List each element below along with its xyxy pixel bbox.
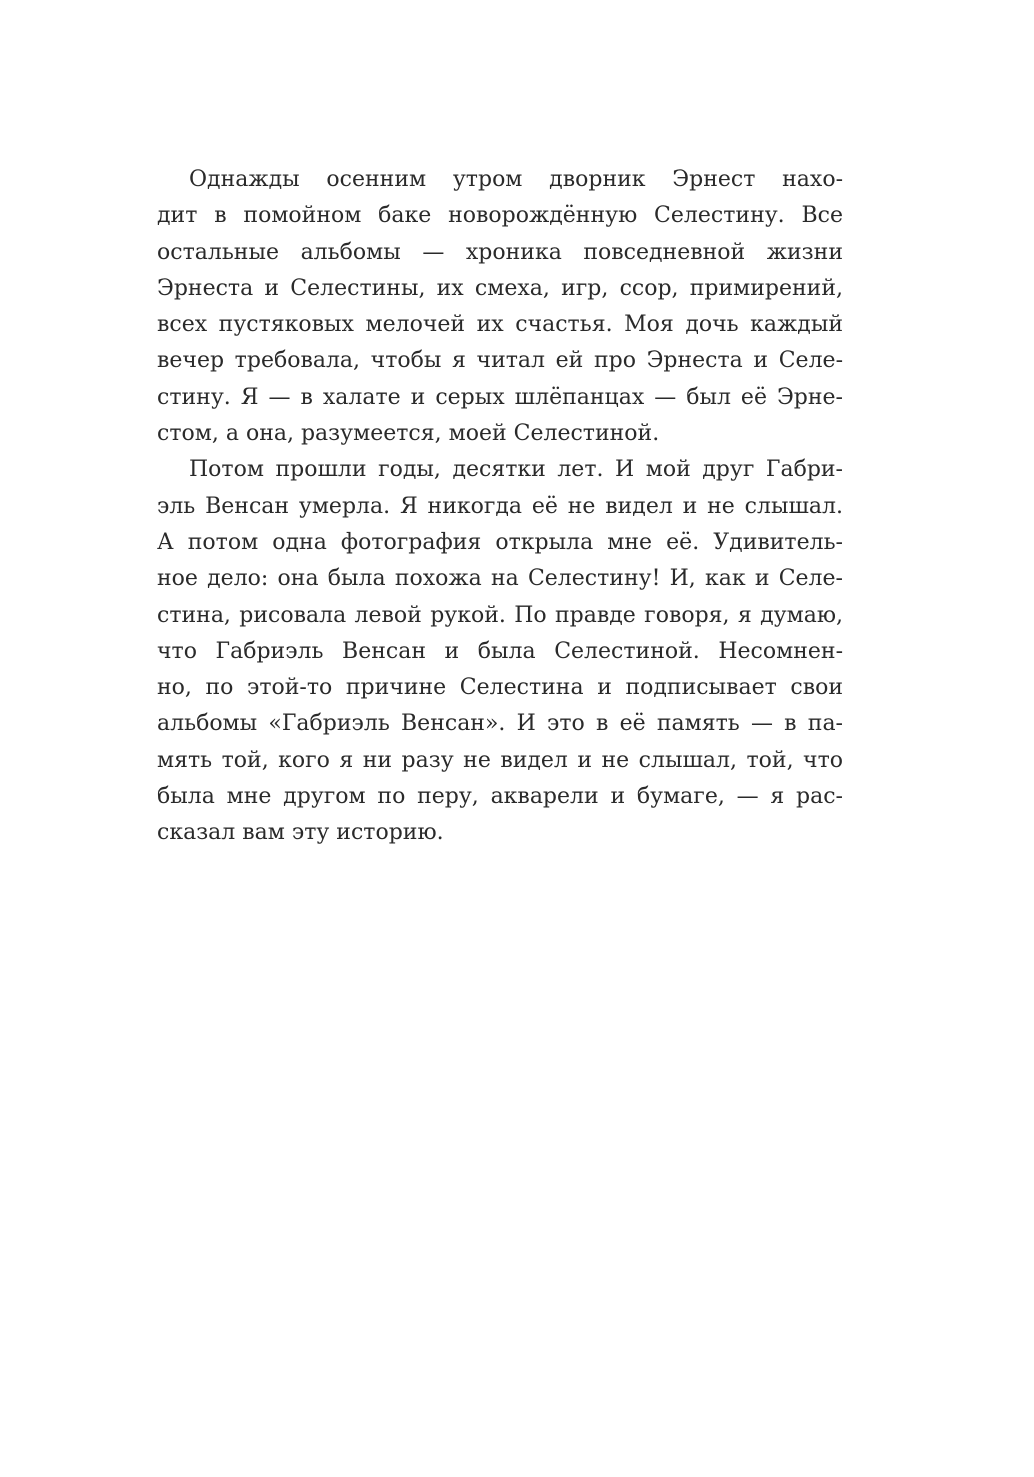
text-line: вечер требовала, чтобы я читал ей про Эрнеста и Селе- bbox=[157, 348, 843, 374]
text-line: мять той, кого я ни разу не видел и не слышал, той, что bbox=[157, 747, 843, 773]
text-line: ное дело: она была похожа на Селестину! И, как и Селе- bbox=[157, 566, 843, 592]
text-line: Потом прошли годы, десятки лет. И мой друг Габри- bbox=[189, 457, 843, 483]
text-line: стина, рисовала левой рукой. По правде говоря, я думаю, bbox=[157, 602, 843, 628]
text-line: остальные альбомы — хроника повседневной жизни bbox=[157, 239, 843, 265]
text-line: Эрнеста и Селестины, их смеха, игр, ссор, примирений, bbox=[157, 275, 843, 301]
text-line: альбомы «Габриэль Венсан». И это в её память — в па- bbox=[157, 711, 843, 737]
paragraph-1 bbox=[157, 162, 843, 452]
text-line: была мне другом по перу, акварели и бумаге, — я рас- bbox=[157, 784, 843, 810]
text-line: сказал вам эту историю. bbox=[157, 820, 444, 846]
text-line: стом, а она, разумеется, моей Селестиной. bbox=[157, 421, 660, 447]
body-text bbox=[157, 162, 843, 852]
text-line: Однажды осенним утром дворник Эрнест нахо- bbox=[189, 167, 843, 192]
text-line: что Габриэль Венсан и была Селестиной. Несомнен- bbox=[157, 638, 843, 664]
text-line: но, по этой-то причине Селестина и подписывает свои bbox=[157, 675, 843, 701]
text-line: всех пустяковых мелочей их счастья. Моя дочь каждый bbox=[157, 312, 843, 338]
text-line: эль Венсан умерла. Я никогда её не видел и не слышал. bbox=[157, 493, 843, 519]
paragraph-2 bbox=[157, 452, 843, 851]
text-line: стину. Я — в халате и серых шлёпанцах — был её Эрне- bbox=[157, 384, 843, 410]
text-line: дит в помойном баке новорождённую Селестину. Все bbox=[157, 203, 843, 229]
text-line: А потом одна фотография открыла мне её. Удивитель- bbox=[157, 529, 843, 555]
